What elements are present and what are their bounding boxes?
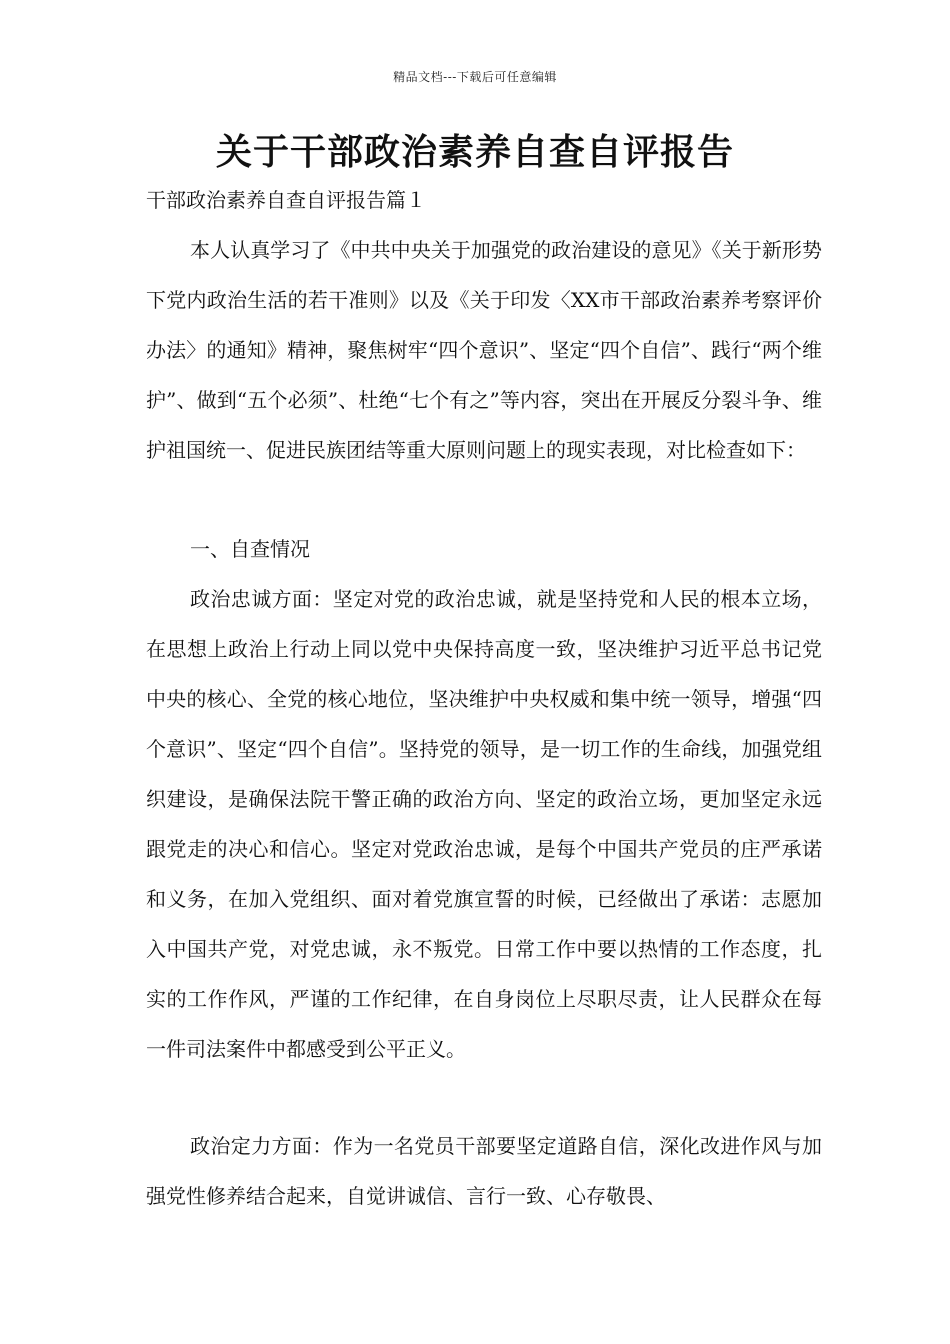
political-resolve-paragraph: 政治定力方面：作为一名党员干部要坚定道路自信，深化改进作风与加强党性修养结合起来，自觉讲诚信、言行一致、心存敬畏、 — [146, 1134, 822, 1208]
intro-paragraph: 本人认真学习了《中共中央关于加强党的政治建设的意见》《关于新形势下党内政治生活的若干准则》以及《关于印发〈XX市干部政治素养考察评价办法〉的通知》精神，聚焦树牢“四个意识”、坚定“四个自信”、践行“两个维护”、做到“五个必须”、杜绝“七个有之”等内容，突出在开展反分裂斗争、维护祖国统一、促进民族团结等重大原则问题上的现实表现，对比检查如下： — [146, 238, 822, 462]
section-heading: 一、自查情况 — [190, 537, 310, 561]
document-subtitle: 干部政治素养自查自评报告篇１ — [146, 188, 426, 212]
document-title: 关于干部政治素养自查自评报告 — [215, 131, 734, 173]
political-loyalty-paragraph: 政治忠诚方面：坚定对党的政治忠诚，就是坚持党和人民的根本立场，在思想上政治上行动上同以党中央保持高度一致，坚决维护习近平总书记党中央的核心、全党的核心地位，坚决维护中央权威和集中统一领导，增强“四个意识”、坚定“四个自信”。坚持党的领导，是一切工作的生命线，加强党组织建设，是确保法院干警正确的政治方向、坚定的政治立场，更加坚定永远跟党走的决心和信心。坚定对党政治忠诚，是每个中国共产党员的庄严承诺和义务，在加入党组织、面对着党旗宣誓的时候，已经做出了承诺：志愿加入中国共产党，对党忠诚，永不叛党。日常工作中要以热情的工作态度，扎实的工作作风，严谨的工作纪律，在自身岗位上尽职尽责，让人民群众在每一件司法案件中都感受到公平正义。 — [146, 587, 822, 1061]
header-note: 精品文档---下载后可任意编辑 — [393, 70, 557, 84]
